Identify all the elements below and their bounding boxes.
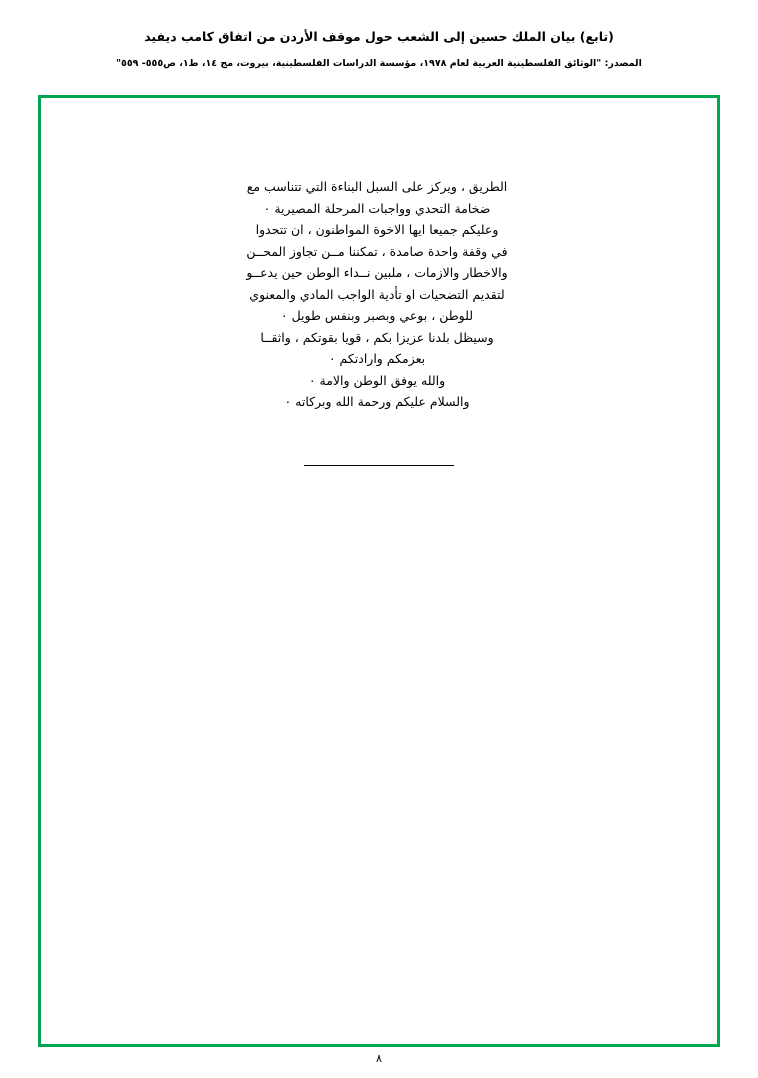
document-body	[182, 176, 572, 413]
body-line: بعزمكم وارادتكم ٠	[328, 351, 426, 366]
body-line: ضخامة التحدي وواجبات المرحلة المصيرية ٠	[263, 200, 491, 216]
body-line: والاخطار والازمات ، ملبين نــداء الوطن حين يدعــو	[246, 265, 508, 280]
body-line: لتقديم التضحيات او تأدية الواجب المادي والمعنوي	[249, 286, 505, 302]
body-line: والسلام عليكم ورحمة الله وبركاته ٠	[284, 394, 470, 409]
body-line: الطريق ، ويركز على السبل البناءة التي تتناسب مع	[246, 179, 508, 194]
body-line: والله يوفق الوطن والامة ٠	[308, 372, 446, 388]
page-header	[0, 28, 758, 70]
body-line: للوطن ، بوعي وبصبر وبنفس طويل ٠	[280, 308, 474, 323]
content-frame	[38, 95, 720, 1047]
horizontal-rule	[41, 465, 717, 466]
body-line: وسيظل بلدنا عزيزا بكم ، قويا بقوتكم ، واثقــا	[260, 329, 494, 345]
body-line: وعليكم جميعا ايها الاخوة المواطنون ، ان تتحدوا	[255, 222, 499, 237]
page-title: (تابع) بيان الملك حسين إلى الشعب حول موقف الأردن من اتفاق كامب ديفيد	[144, 29, 614, 44]
page-number: ٨	[376, 1052, 382, 1065]
page-footer	[0, 1052, 758, 1065]
source-citation: المصدر: "الوثائق الفلسطينية العربية لعام ١٩٧٨، مؤسسة الدراسات الفلسطينية، بيروت، مج ١٤، ط١، ص٥٥٥- ٥٥٩"	[116, 57, 642, 69]
body-line: في وقفة واحدة صامدة ، تمكننا مــن تجاوز المحــن	[246, 243, 508, 259]
